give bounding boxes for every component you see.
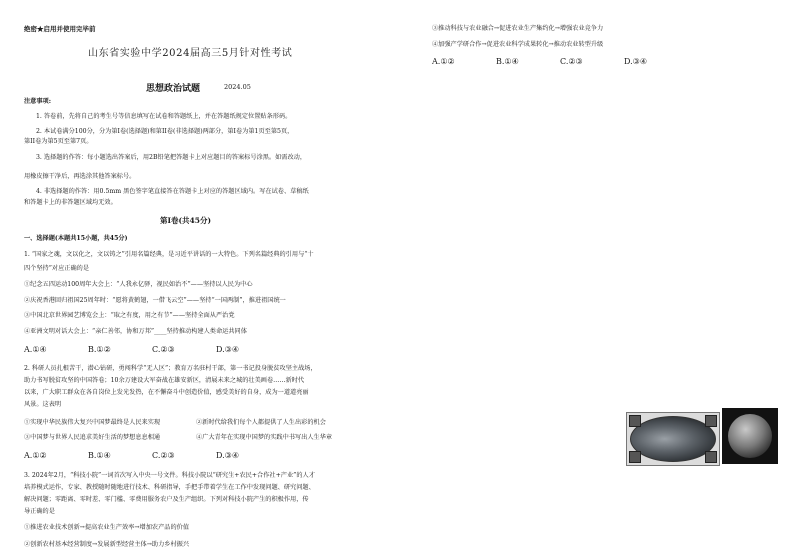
map-inset — [629, 451, 641, 463]
q1-item: ②庆祝香港回归祖国25周年时：“愿将黄鹤翅，一借飞云空”——坚持“一国两制”，推进祖国统一 — [24, 297, 286, 304]
q3-stem: 导正确的是 — [24, 508, 55, 515]
option-c: C.②③ — [560, 57, 583, 66]
note-line: 和答题卡上的非答题区域均无效。 — [24, 199, 117, 206]
map-inset — [705, 415, 717, 427]
q1-options — [24, 345, 280, 354]
q3-stem: 3. 2024年2月，“科技小院”一词首次写入中央一号文件。科技小院以“研究生+农民+合作社+产业”的人才 — [24, 472, 315, 479]
map-inset — [705, 451, 717, 463]
q3-stem: 解决问题；零距离、零时差、零门槛、零费用服务农户及生产组织。下列对科技小院产生的积极作用，传 — [24, 496, 309, 503]
note-line: 用橡皮擦干净后，再选涂其他答案标号。 — [24, 173, 136, 180]
q2-item: ③中国梦与世界人民追求美好生活的梦想息息相通 — [24, 434, 161, 441]
q1-item: ④亚洲文明对话大会上：“亲仁善邻，协和万邦”____坚持推动构建人类命运共同体 — [24, 328, 247, 335]
section-title: 一、选择题(本题共15小题，共45分) — [24, 235, 128, 242]
q2-stem: 以来，广大职工群众在各自岗位上发光发热，在不懈奋斗中创造价值，感受美好的自身，成为一道道亮丽 — [24, 389, 309, 396]
q3-item: ①推进农业技术创新→提高农业生产效率→增加农产品的价值 — [24, 524, 190, 531]
q2-options — [24, 451, 280, 460]
q3-options — [432, 57, 688, 66]
q2-item: ④广大青年在实现中国梦的实践中书写出人生华章 — [196, 434, 333, 441]
world-map-image — [626, 412, 720, 466]
secret-label: 绝密★启用并使用完毕前 — [24, 25, 96, 33]
q1-item: ③中国北京世界园艺博览会上：“取之有度，用之有节”——坚持全面从严治党 — [24, 312, 235, 319]
subject-title: 思想政治试题 — [146, 84, 201, 94]
q2-stem: 风景。这表明 — [24, 401, 62, 408]
option-c: C.②③ — [152, 345, 175, 354]
note-line: 2. 本试卷满分100分，分为第I卷(选择题)和第II卷(非选择题)两部分，第I卷为第1页至第5页， — [36, 128, 294, 135]
option-a: A.①④ — [24, 345, 47, 354]
note-line: 第II卷为第5页至第7页。 — [24, 138, 93, 145]
option-c: C.②③ — [152, 451, 175, 460]
q3-item: ③推动科技与农业融合→促进农业生产集约化→增强农业竞争力 — [432, 25, 604, 32]
school-title: 山东省实验中学2024届高三5月针对性考试 — [88, 48, 293, 59]
q2-stem: 助力书写脱贫攻坚的中国答卷；10余万建设大军奋战在雄安新区，清展未来之城的壮美画卷……新时代 — [24, 377, 305, 384]
note-line: 3. 选择题的作答：每小题选出答案后，用2B铅笔把答题卡上对应题目的答案标号涂黑。如需改动， — [36, 154, 307, 161]
option-b: B.①④ — [88, 451, 111, 460]
notes-heading: 注意事项: — [24, 98, 52, 105]
globe-figure — [722, 408, 778, 464]
option-d: D.③④ — [216, 345, 240, 354]
map-ellipse — [630, 416, 716, 462]
option-b: B.①④ — [496, 57, 519, 66]
q2-item: ②新时代给我们每个人都提供了人生出彩的机会 — [196, 419, 326, 426]
q3-item: ④加强产学研合作→促进农业科学成果转化→推动农业转型升级 — [432, 41, 604, 48]
option-a: A.①② — [24, 451, 47, 460]
q2-item: ①实现中华民族伟大复兴中国梦最终是人民来实现 — [24, 419, 161, 426]
globe-image — [722, 408, 778, 464]
map-figure — [626, 412, 720, 466]
exam-date: 2024.05 — [224, 83, 251, 91]
q1-stem: 1. “国家之魂，文以化之，文以铸之”引用名篇经典，是习近平讲话的一大特色。下列名篇经典的引用与“十 — [24, 251, 314, 258]
q1-stem: 四个坚持”对应正确的是 — [24, 265, 90, 272]
note-line: 4. 非选择题的作答：用0.5mm 黑色签字笔直接答在答题卡上对应的答题区域内。写在试卷、草稿纸 — [36, 188, 309, 195]
map-inset — [629, 415, 641, 427]
option-a: A.①② — [432, 57, 455, 66]
option-d: D.③④ — [624, 57, 648, 66]
q1-item: ①纪念五四运动100周年大会上：“人我永亿驿，视民如治不”——坚持以人民为中心 — [24, 281, 253, 288]
q3-stem: 培养模式运作，专家、教授随时随地进行技术、科研指导，手把手带着学生在工作中发现问题、研究问题、 — [24, 484, 315, 491]
globe-sphere — [728, 414, 772, 458]
volume-title: 第I卷(共45分) — [160, 216, 212, 225]
q3-item: ②创新农村基本经营制度→发展新型经营主体→助力乡村振兴 — [24, 541, 190, 548]
option-b: B.①② — [88, 345, 111, 354]
q2-stem: 2. 科研人员扎根苦干，潜心钻研，勇闯科学“无人区”；教育万名驻村干部，第一书记投身脱贫攻坚主战场， — [24, 365, 317, 372]
option-d: D.③④ — [216, 451, 240, 460]
note-line: 1. 答卷前，先将自己的考生号等信息填写在试卷和答题纸上，并在答题纸规定位置贴条形码。 — [36, 113, 292, 120]
